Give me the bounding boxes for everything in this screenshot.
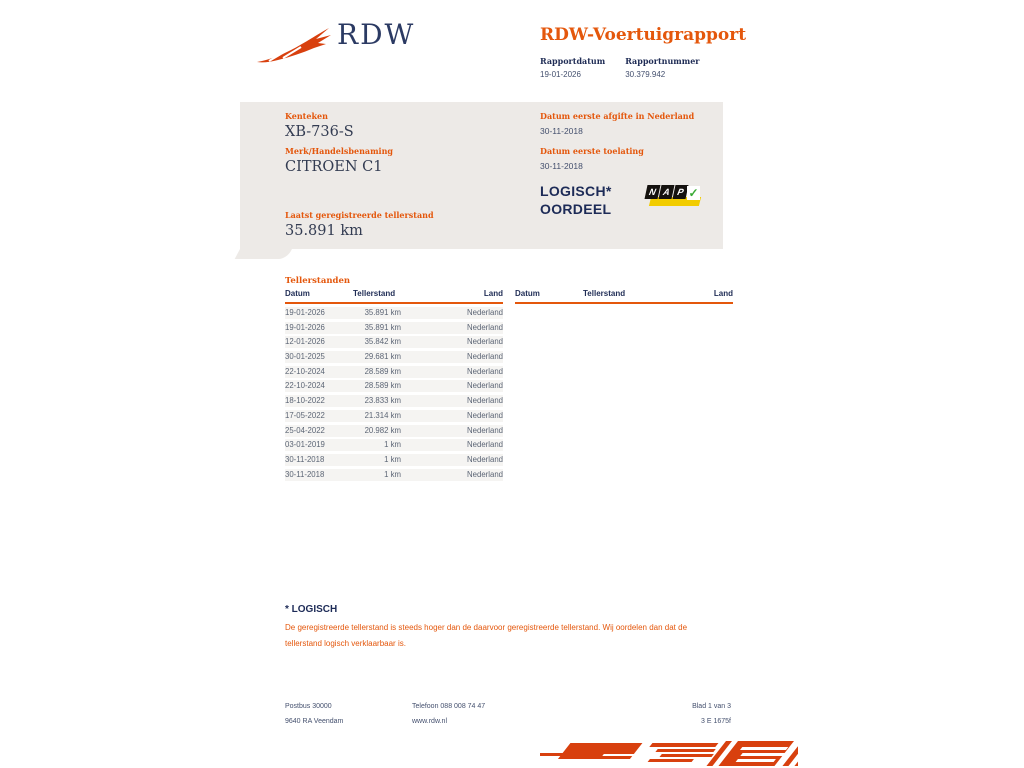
page-title: RDW-Voertuigrapport (540, 25, 747, 45)
cell-land: Nederland (467, 396, 503, 406)
cell-datum: 18-10-2022 (285, 396, 325, 406)
panel-corner-tab (235, 249, 292, 259)
column-header-tellerstand: Tellerstand (353, 289, 396, 298)
oordeel-line1: LOGISCH* (540, 183, 612, 199)
tellerstanden-table-left (285, 289, 503, 483)
cell-datum: 03-01-2019 (285, 440, 325, 450)
eerste-toelating-value: 30-11-2018 (540, 161, 583, 171)
tellerstand-value: 35.891 km (285, 223, 363, 239)
rdw-logo (255, 18, 416, 67)
cell-land: Nederland (467, 469, 503, 479)
eerste-afgifte-value: 30-11-2018 (540, 126, 583, 136)
tellerstand-label: Laatst geregistreerde tellerstand (285, 210, 434, 220)
report-date-value: 19-01-2026 (540, 70, 581, 79)
footer-address-line1: Postbus 30000 (285, 703, 332, 710)
table-row (285, 410, 503, 422)
table-header (285, 289, 503, 304)
report-date-label: Rapportdatum (540, 56, 606, 66)
nap-letter-n: N (645, 185, 661, 199)
cell-datum: 17-05-2022 (285, 410, 325, 420)
eerste-toelating-field (540, 146, 644, 171)
merk-field (285, 146, 393, 175)
cell-tellerstand: 21.314 km (364, 410, 401, 420)
footer-page-number: Blad 1 van 3 (692, 703, 731, 710)
tellerstanden-table-right (515, 289, 733, 307)
eerste-afgifte-label: Datum eerste afgifte in Nederland (540, 111, 695, 121)
table-row (285, 395, 503, 407)
footer-website[interactable]: www.rdw.nl (412, 718, 448, 725)
cell-datum: 30-11-2018 (285, 454, 325, 464)
table-row (285, 351, 503, 363)
cell-datum: 12-01-2026 (285, 337, 325, 347)
footnote-text: De geregistreerde tellerstand is steeds hoger dan de daarvoor geregistreerde tellerstand. Wij oordelen dan dat de tellerstand logisch verklaarbaar is. (285, 623, 688, 648)
table-row (285, 307, 503, 319)
table-header (515, 289, 733, 304)
cell-datum: 19-01-2026 (285, 322, 325, 332)
cell-tellerstand: 23.833 km (364, 396, 401, 406)
cell-tellerstand: 28.589 km (364, 381, 401, 391)
cell-tellerstand: 35.891 km (364, 322, 401, 332)
table-row (285, 336, 503, 348)
kenteken-label: Kenteken (285, 111, 328, 121)
column-header-land: Land (483, 289, 503, 298)
rdw-logotype: RDW (337, 18, 416, 51)
cell-land: Nederland (467, 366, 503, 376)
report-date-block (540, 56, 605, 79)
merk-label: Merk/Handelsbenaming (285, 146, 394, 156)
column-header-land: Land (713, 289, 733, 298)
table-row (285, 322, 503, 334)
oordeel-line2: OORDEEL (540, 201, 612, 217)
tellerstand-field (285, 210, 434, 239)
cell-land: Nederland (467, 410, 503, 420)
kenteken-field (285, 111, 354, 140)
cell-land: Nederland (467, 454, 503, 464)
nap-logo (646, 184, 702, 210)
cell-land: Nederland (467, 322, 503, 332)
cell-datum: 22-10-2024 (285, 381, 325, 391)
table-row (285, 469, 503, 481)
cell-datum: 25-04-2022 (285, 425, 325, 435)
eerste-toelating-label: Datum eerste toelating (540, 146, 644, 156)
footer-page-info (692, 699, 731, 729)
footer-contact (412, 699, 485, 729)
cell-tellerstand: 29.681 km (364, 352, 401, 362)
footer-address-line2: 9640 RA Veendam (285, 718, 344, 725)
cell-tellerstand: 1 km (384, 454, 401, 464)
nap-letter-a: A (659, 185, 675, 199)
cell-tellerstand: 35.891 km (364, 308, 401, 317)
rdw-feather-icon (255, 24, 333, 66)
cell-tellerstand: 1 km (384, 440, 401, 450)
tellerstanden-title: Tellerstanden (285, 276, 351, 286)
kenteken-value: XB-736-S (285, 124, 354, 140)
cell-tellerstand: 28.589 km (364, 366, 401, 376)
eerste-afgifte-field (540, 111, 694, 136)
cell-datum: 19-01-2026 (285, 308, 325, 317)
table-row (285, 425, 503, 437)
cell-land: Nederland (467, 425, 503, 435)
footer-phone: Telefoon 088 008 74 47 (412, 703, 486, 710)
table-row (285, 439, 503, 451)
cell-tellerstand: 1 km (384, 469, 401, 479)
table-body (285, 307, 503, 481)
cell-datum: 22-10-2024 (285, 366, 325, 376)
cell-tellerstand: 20.982 km (364, 425, 401, 435)
report-number-block (625, 56, 699, 79)
oordeel-text (540, 182, 612, 218)
nap-letter-p: P (673, 185, 689, 199)
report-number-value: 30.379.942 (625, 70, 666, 79)
merk-value: CITROEN C1 (285, 159, 383, 175)
table-row (285, 454, 503, 466)
table-row (285, 366, 503, 378)
cell-land: Nederland (467, 381, 503, 391)
cell-tellerstand: 35.842 km (364, 337, 401, 347)
cell-land: Nederland (467, 352, 503, 362)
rdw-swoosh-graphic (540, 741, 798, 768)
nap-check-icon: ✓ (688, 186, 699, 200)
column-header-tellerstand: Tellerstand (583, 289, 626, 298)
cell-datum: 30-01-2025 (285, 352, 325, 362)
cell-land: Nederland (467, 440, 503, 450)
report-number-label: Rapportnummer (625, 56, 700, 66)
footer-address (285, 699, 343, 729)
column-header-datum: Datum (285, 289, 310, 298)
cell-land: Nederland (467, 308, 503, 317)
footer-form-code: 3 E 1675f (701, 718, 731, 725)
report-meta (540, 56, 700, 79)
table-row (285, 380, 503, 392)
cell-datum: 30-11-2018 (285, 469, 325, 479)
cell-land: Nederland (467, 337, 503, 347)
column-header-datum: Datum (515, 289, 540, 298)
footnote-title: * LOGISCH (285, 604, 338, 615)
